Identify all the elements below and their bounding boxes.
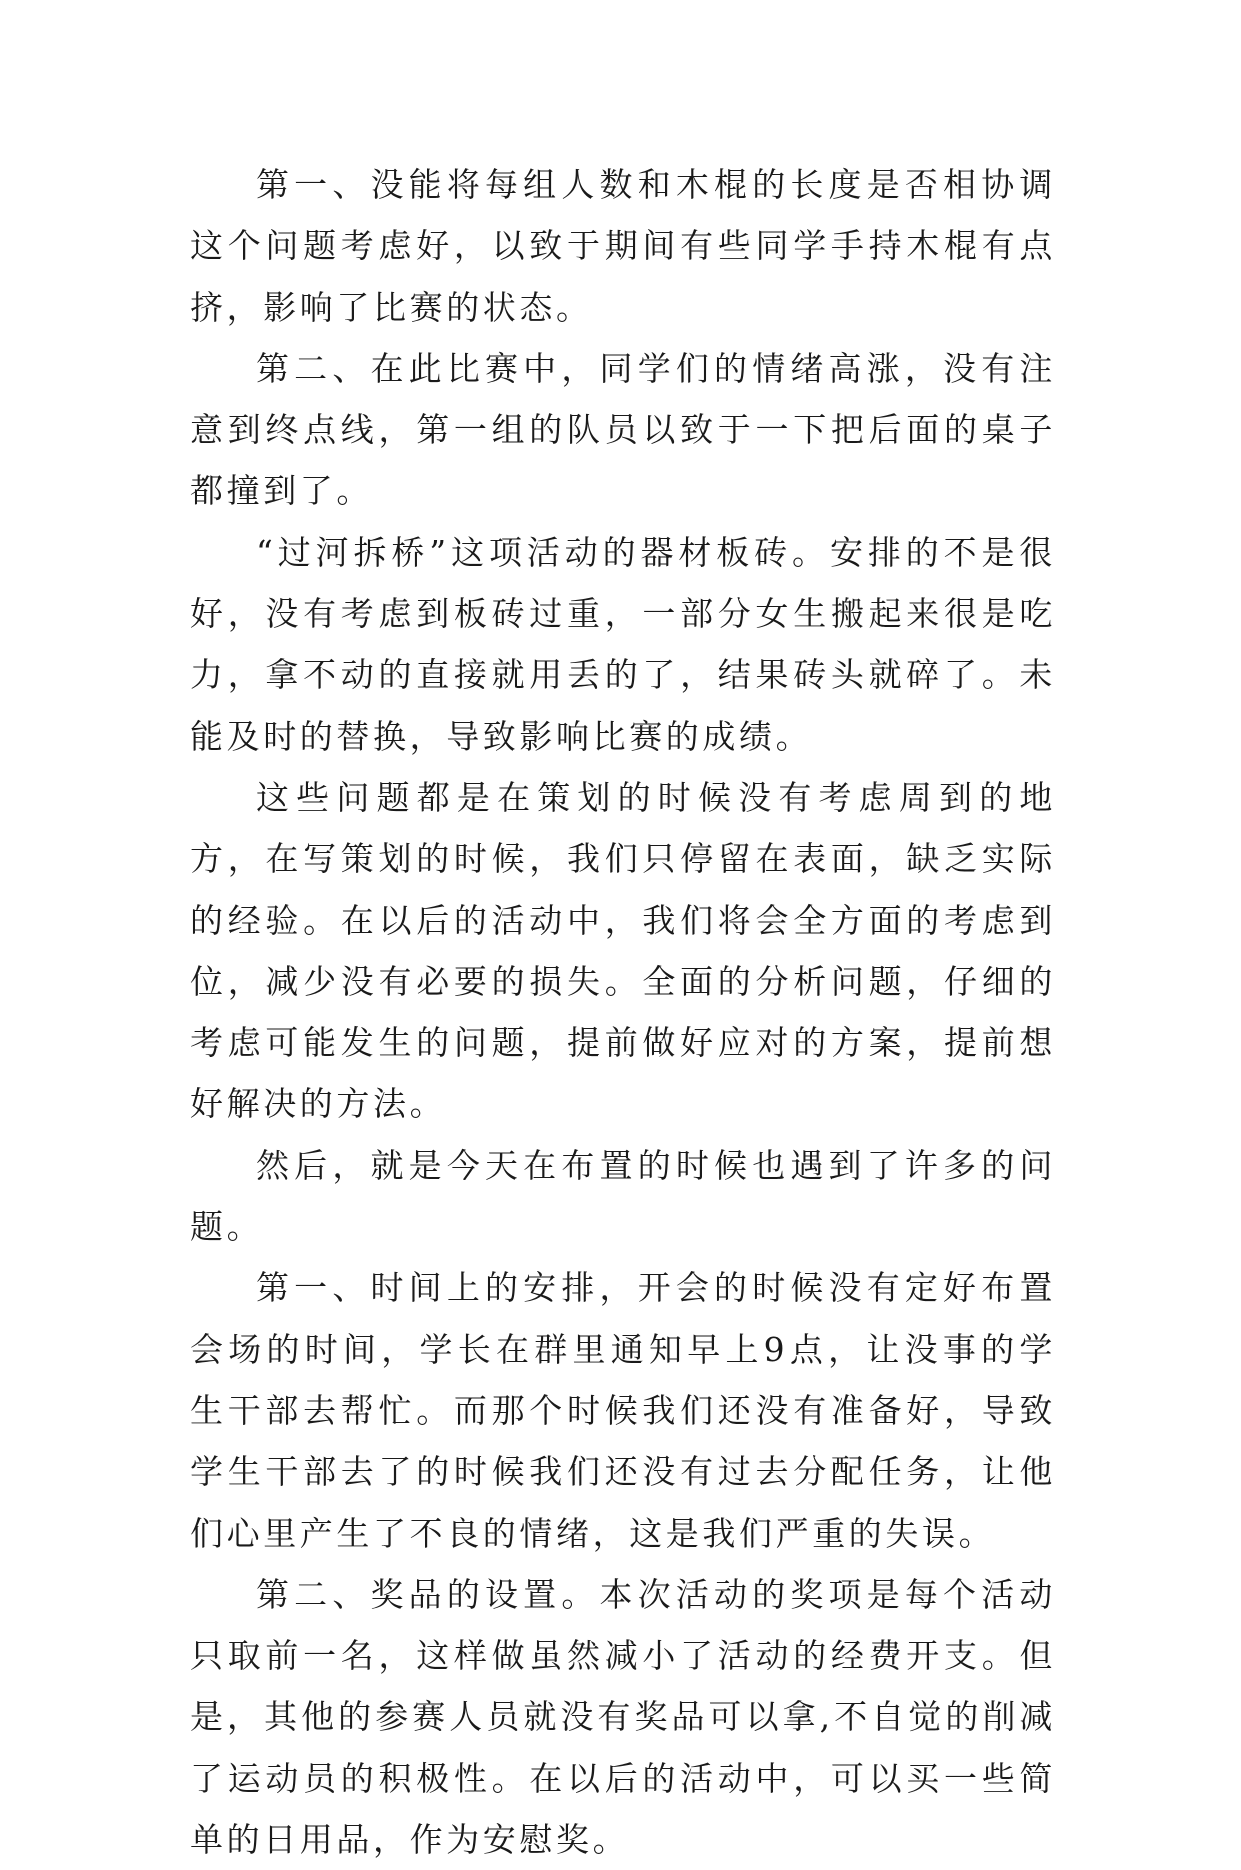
paragraph-3: “过河拆桥”这项活动的器材板砖。安排的不是很好，没有考虑到板砖过重，一部分女生搬起来很是吃力，拿不动的直接就用丢的了，结果砖头就碎了。未能及时的替换，导致影响比赛的成绩。 (190, 532, 1056, 756)
paragraph-7: 第二、奖品的设置。本次活动的奖项是每个活动只取前一名，这样做虽然减小了活动的经费开支。但是，其他的参赛人员就没有奖品可以拿,不自觉的削减了运动员的积极性。在以后的活动中，可以买一些简单的日用品，作为安慰奖。 (190, 1574, 1056, 1860)
paragraph-5: 然后，就是今天在布置的时候也遇到了许多的问题。 (190, 1145, 1056, 1247)
paragraph-4: 这些问题都是在策划的时候没有考虑周到的地方，在写策划的时候，我们只停留在表面，缺乏实际的经验。在以后的活动中，我们将会全方面的考虑到位，减少没有必要的损失。全面的分析问题，仔细的考虑可能发生的问题，提前做好应对的方案，提前想好解决的方法。 (190, 777, 1056, 1124)
paragraph-2: 第二、在此比赛中，同学们的情绪高涨，没有注意到终点线，第一组的队员以致于一下把后面的桌子都撞到了。 (190, 348, 1056, 511)
document-body (190, 154, 1056, 1870)
paragraph-1: 第一、没能将每组人数和木棍的长度是否相协调这个问题考虑好，以致于期间有些同学手持木棍有点挤，影响了比赛的状态。 (190, 165, 1056, 327)
paragraph-6: 第一、时间上的安排，开会的时候没有定好布置会场的时间，学长在群里通知早上9点，让没事的学生干部去帮忙。而那个时候我们还没有准备好，导致学生干部去了的时候我们还没有过去分配任务，让他们心里产生了不良的情绪，这是我们严重的失误。 (190, 1268, 1056, 1553)
